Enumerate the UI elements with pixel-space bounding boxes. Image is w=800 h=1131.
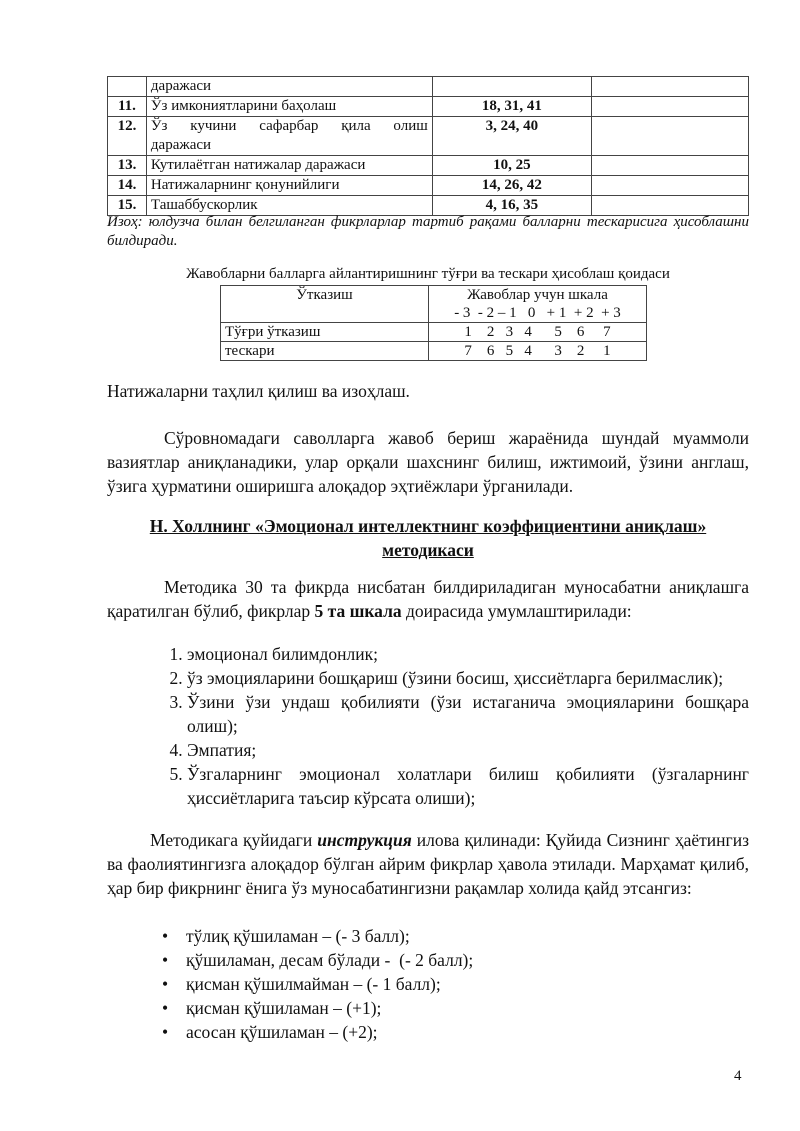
row-keys: 3, 24, 40 <box>432 117 591 156</box>
analysis-paragraph: Натижаларни таҳлил қилиш ва изоҳлаш. <box>107 381 410 401</box>
row-statement: Ўз имкониятларини баҳолаш <box>146 97 432 117</box>
row-number: 14. <box>108 176 147 196</box>
reverse-values: 7 6 5 4 3 2 1 <box>429 342 647 361</box>
row-keys <box>432 77 591 97</box>
row-extra <box>591 77 748 97</box>
row-number <box>108 77 147 97</box>
table-row <box>221 342 647 361</box>
row-extra <box>591 117 748 156</box>
list-item: • тўлиқ қўшиламан – (- 3 балл); <box>162 924 749 948</box>
scale-header <box>429 286 647 323</box>
method-text-after: доирасида умумлаштирилади: <box>401 601 632 621</box>
list-item: 3. Ўзини ўзи ундаш қобилияти (ўзи истаганича эмоцияларини бошқара олиш); <box>187 690 749 738</box>
row-statement: Натижаларнинг қонунийлиги <box>146 176 432 196</box>
row-number: 15. <box>108 196 147 216</box>
table-row <box>221 323 647 342</box>
table-row <box>108 176 749 196</box>
method-text-before: Методика 30 та фикрда нисбатан билдириладиган муносабатни аниқлашга қаратилган бўлиб, фикрлар <box>107 577 749 621</box>
row-number: 13. <box>108 156 147 176</box>
table-row <box>221 286 647 323</box>
instruction-paragraph <box>107 828 749 900</box>
table-row <box>108 97 749 117</box>
scale-conversion-table <box>220 285 647 361</box>
list-item: • асосан қўшиламан – (+2); <box>162 1020 749 1044</box>
direct-label: Тўғри ўтказиш <box>221 323 429 342</box>
table-row <box>108 156 749 176</box>
instruction-keyword: инструкция <box>317 830 412 850</box>
row-statement-line1: Ўз кучини сафарбар қила олиш <box>150 118 428 134</box>
method-paragraph <box>107 575 749 623</box>
row-number: 11. <box>108 97 147 117</box>
list-item: 4. Эмпатия; <box>187 738 749 762</box>
row-keys: 18, 31, 41 <box>432 97 591 117</box>
row-keys: 10, 25 <box>432 156 591 176</box>
section-heading <box>107 514 749 562</box>
row-statement: даражаси <box>146 77 432 97</box>
reverse-label: тескари <box>221 342 429 361</box>
table-row <box>108 117 749 156</box>
scale-values: - 3 - 2 – 1 0 + 1 + 2 + 3 <box>454 305 621 321</box>
table-note: Изоҳ: юлдузча билан белгиланган фикрларлар тартиб рақами балларни тескарисига ҳисоблашни билдиради. <box>107 214 749 249</box>
list-item: 5. Ўзгаларнинг эмоционал холатлари билиш қобилияти (ўзгаларнинг ҳиссиётларига таъсир кўрсата олиши); <box>187 762 749 810</box>
row-statement <box>146 117 432 156</box>
survey-paragraph: Сўровномадаги саволларга жавоб бериш жараёнида шундай муаммоли вазиятлар аниқланадики, улар орқали шахснинг билиш, ижтимоий, ўзини англаш, ўзига ҳурматини оширишга алоқадор эҳтиёжлари ўрганилади. <box>107 428 749 496</box>
row-extra <box>591 176 748 196</box>
heading-line2: методикаси <box>382 540 474 560</box>
method-text-bold: 5 та шкала <box>314 601 402 621</box>
row-statement: Ташаббускорлик <box>146 196 432 216</box>
instruction-text-after: илова қилинади: Қуйида Сизнинг ҳаётингиз ва фаолиятингизга алоқадор бўлган айрим фикрлар ҳавола этилади. Марҳамат қилиб, ҳар бир фикрнинг ёнига ўз муносабатингизни рақамлар холида қайд этсангиз: <box>107 830 749 898</box>
table-row <box>108 77 749 97</box>
list-item: 2. ўз эмоцияларини бошқариш (ўзини босиш, ҳиссиётларга берилмаслик); <box>187 666 749 690</box>
row-statement-line2: даражаси <box>150 137 212 153</box>
scales-list <box>107 642 749 810</box>
conversion-header: Ўтказиш <box>221 286 429 323</box>
row-statement: Кутилаётган натижалар даражаси <box>146 156 432 176</box>
list-item: • қўшиламан, десам бўлади - (- 2 балл); <box>162 948 749 972</box>
row-extra <box>591 97 748 117</box>
scales-key-table <box>107 76 749 216</box>
answers-list <box>107 924 749 1044</box>
scale-table-title: Жавобларни балларга айлантиришнинг тўғри ва тескари ҳисоблаш қоидаси <box>186 266 670 282</box>
instruction-text-before: Методикага қуйидаги <box>150 830 318 850</box>
row-number: 12. <box>108 117 147 156</box>
scale-header-title: Жавоблар учун шкала <box>467 287 608 303</box>
row-keys: 14, 26, 42 <box>432 176 591 196</box>
page-number: 4 <box>734 1068 742 1084</box>
row-extra <box>591 156 748 176</box>
list-item: 1. эмоционал билимдонлик; <box>187 642 749 666</box>
row-keys: 4, 16, 35 <box>432 196 591 216</box>
list-item: • қисман қўшилмайман – (- 1 балл); <box>162 972 749 996</box>
direct-values: 1 2 3 4 5 6 7 <box>429 323 647 342</box>
heading-line1: Н. Холлнинг «Эмоционал интеллектнинг коэффициентини аниқлаш» <box>149 516 707 536</box>
list-item: • қисман қўшиламан – (+1); <box>162 996 749 1020</box>
